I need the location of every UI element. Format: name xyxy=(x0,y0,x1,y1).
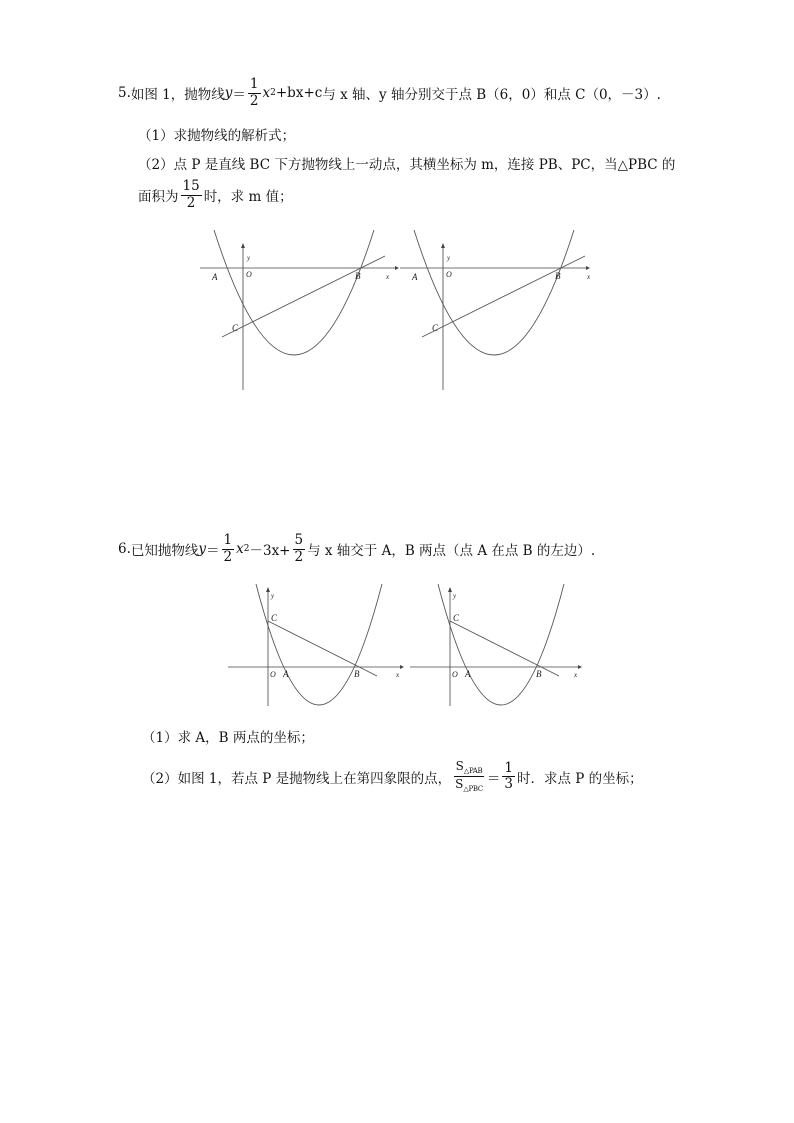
problem5-eq: ＝ xyxy=(232,87,246,103)
label-c: C xyxy=(271,613,278,623)
question-text: 面积为 xyxy=(138,189,179,205)
ratio-s: S xyxy=(455,777,464,791)
problem6-poly-mid: －3x+ xyxy=(249,543,291,559)
x-axis-arrow xyxy=(395,266,399,270)
parabola-curve xyxy=(256,584,382,705)
label-o: O xyxy=(246,270,252,279)
problem6-rest: 与 x 轴交于 A，B 两点（点 A 在点 B 的左边）. xyxy=(307,543,596,559)
label-c: C xyxy=(232,323,239,333)
problem6-half-fraction xyxy=(222,534,235,564)
parabola-graph xyxy=(200,230,400,395)
problem5-area-fraction xyxy=(181,180,202,210)
ratio-equals: ＝ xyxy=(486,770,501,787)
problem5-rest: 与 x 轴、y 轴分别交于点 B（6，0）和点 C（0，－3）. xyxy=(322,87,661,103)
problem6-c-fraction xyxy=(293,534,306,564)
label-b: B xyxy=(354,669,360,679)
ratio-subscript: △PAB xyxy=(463,767,483,775)
question-text: （1）求 A，B 两点的坐标； xyxy=(142,730,314,746)
parabola-graph xyxy=(400,230,600,395)
problem6-eq: ＝ xyxy=(206,543,220,559)
problem6-area-ratio xyxy=(453,760,485,793)
label-x: x xyxy=(587,273,591,281)
problem6-question-2 xyxy=(142,760,643,793)
fraction-denominator: 2 xyxy=(249,92,259,109)
label-o: O xyxy=(446,270,452,279)
question-text: 时，求 m 值； xyxy=(203,189,293,205)
question-text: 时．求点 P 的坐标； xyxy=(517,770,643,787)
label-y: y xyxy=(271,592,275,600)
y-axis-arrow xyxy=(448,587,452,592)
problem5-number: 5. xyxy=(118,85,131,101)
label-a: A xyxy=(412,272,418,282)
problem6-figure-left xyxy=(228,584,408,709)
fraction-denominator: 2 xyxy=(223,548,233,565)
label-o: O xyxy=(452,670,458,679)
problem6-exponent: 2 xyxy=(243,544,250,554)
question-text: （2）如图 1，若点 P 是抛物线上在第四象限的点， xyxy=(142,770,452,787)
y-axis-arrow xyxy=(441,243,445,248)
parabola-curve xyxy=(214,230,374,355)
parabola-graph xyxy=(410,584,590,709)
label-a: A xyxy=(465,669,471,679)
fraction-numerator: 1 xyxy=(223,532,233,548)
problem5-half-fraction xyxy=(248,78,261,108)
fraction-denominator: 3 xyxy=(504,776,513,792)
problem5-exponent: 2 xyxy=(270,88,276,98)
y-axis-arrow xyxy=(266,587,270,592)
label-y: y xyxy=(247,254,251,262)
problem6-question-1 xyxy=(142,726,314,746)
fraction-numerator: 1 xyxy=(504,759,513,776)
y-axis-arrow xyxy=(241,243,245,248)
x-axis-arrow xyxy=(586,266,590,270)
fraction-numerator: 15 xyxy=(182,178,200,194)
question-text: （1）求抛物线的解析式； xyxy=(138,128,296,144)
label-x: x xyxy=(386,273,390,281)
label-y: y xyxy=(447,254,451,262)
fraction-denominator: 2 xyxy=(186,194,196,211)
problem5-poly-rest: +bx+c xyxy=(275,85,323,101)
fraction-numerator: 5 xyxy=(294,532,304,548)
problem5-figure-right xyxy=(400,230,600,395)
x-axis-arrow xyxy=(578,665,582,669)
problem5-statement xyxy=(118,78,661,108)
label-c: C xyxy=(453,613,460,623)
fraction-numerator: 1 xyxy=(249,76,259,92)
label-o: O xyxy=(270,670,276,679)
problem6-ratio-value xyxy=(502,759,515,792)
problem5-figure-left xyxy=(200,230,400,395)
problem5-poly-x: x xyxy=(262,85,271,101)
label-b: B xyxy=(536,669,542,679)
label-a: A xyxy=(283,669,289,679)
problem5-question-1 xyxy=(138,124,295,144)
ratio-numerator xyxy=(454,760,485,777)
ratio-denominator xyxy=(453,777,485,793)
problem5-y: y xyxy=(224,85,233,101)
problem6-poly-x: x xyxy=(236,541,244,557)
label-x: x xyxy=(574,671,578,679)
parabola-curve xyxy=(414,230,574,355)
parabola-curve xyxy=(438,584,564,705)
problem6-number: 6. xyxy=(118,541,131,557)
problem6-lead: 已知抛物线 xyxy=(130,543,199,559)
problem5-lead: 如图 1，抛物线 xyxy=(130,87,225,103)
parabola-graph xyxy=(228,584,408,709)
label-c: C xyxy=(432,323,439,333)
problem5-question-2 xyxy=(138,153,675,173)
label-y: y xyxy=(453,592,457,600)
label-b: B xyxy=(355,271,361,281)
ratio-s: S xyxy=(455,759,464,773)
ratio-subscript: △PBC xyxy=(463,785,483,793)
x-axis-arrow xyxy=(400,665,404,669)
problem6-y: y xyxy=(198,541,207,557)
problem5-question-2-cont xyxy=(138,180,293,210)
problem6-statement xyxy=(118,534,595,564)
problem6-figure-right xyxy=(410,584,590,709)
fraction-denominator: 2 xyxy=(294,548,304,565)
label-x: x xyxy=(396,671,400,679)
question-text: （2）点 P 是直线 BC 下方抛物线上一动点，其横坐标为 m，连接 PB、PC，当△PBC 的 xyxy=(138,157,676,173)
label-b: B xyxy=(555,271,561,281)
label-a: A xyxy=(212,272,218,282)
